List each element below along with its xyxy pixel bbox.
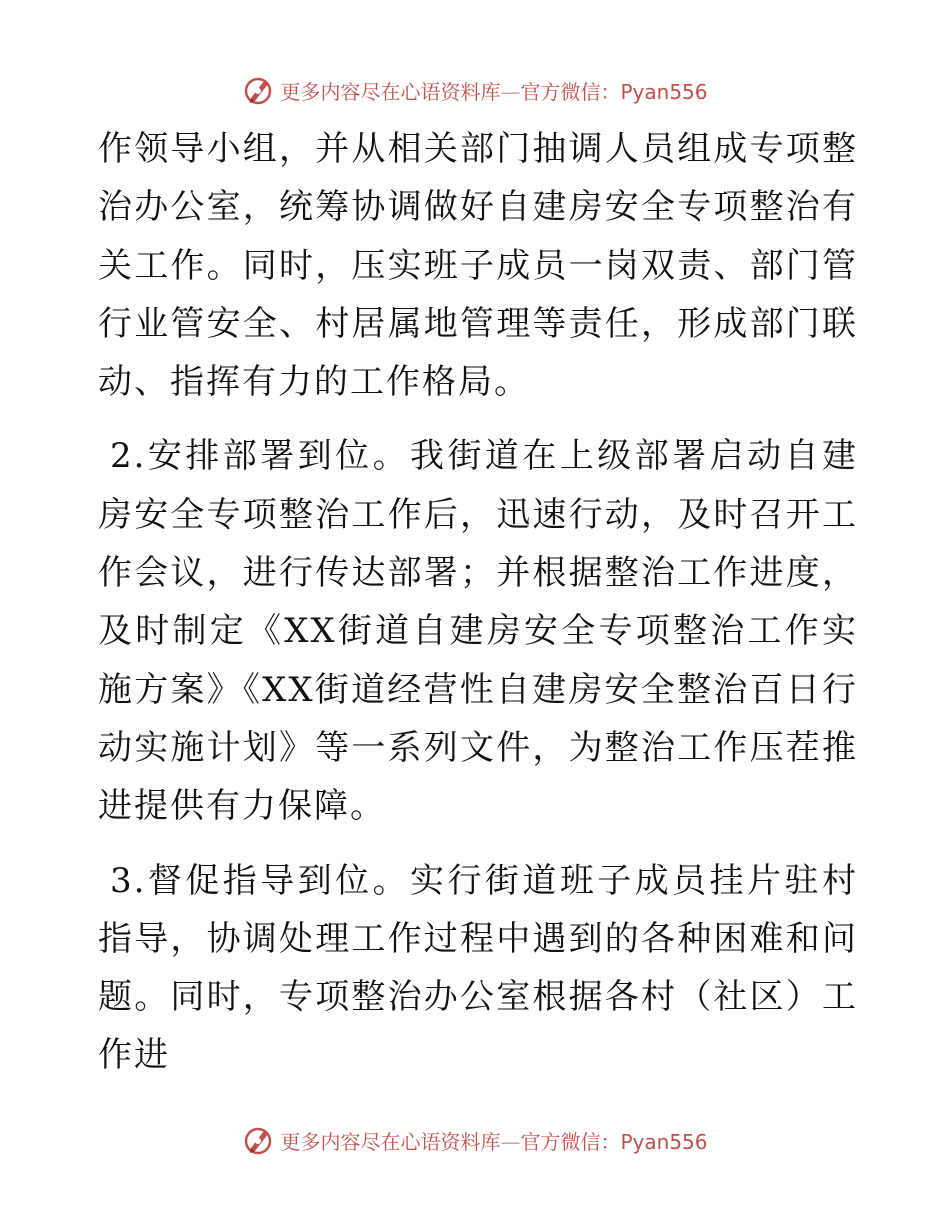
header-wechat-id: Pyan556 [620,79,708,104]
footer-wechat-label: 官方微信： [520,1129,621,1154]
footer-dash: — [500,1129,521,1154]
header-banner-text [280,76,707,105]
document-body [98,120,858,1085]
header-banner [0,70,950,110]
pen-logo-icon [242,1124,274,1156]
footer-wechat-id: Pyan556 [620,1129,708,1154]
header-site-name: 更多内容尽在心语资料库 [280,79,501,104]
footer-site-name: 更多内容尽在心语资料库 [280,1129,501,1154]
footer-banner [0,1120,950,1160]
header-wechat-label: 官方微信： [520,79,621,104]
paragraph-2: 2.安排部署到位。我街道在上级部署启动自建房安全专项整治工作后，迅速行动，及时召开工作会议，进行传达部署；并根据整治工作进度，及时制定《XX街道自建房安全专项整治工作实施方案》《XX街道经营性自建房安全整治百日行动实施计划》等一系列文件，为整治工作压茬推进提供有力保障。 [98,436,858,827]
paragraph-3: 3.督促指导到位。实行街道班子成员挂片驻村指导，协调处理工作过程中遇到的各种困难和问题。同时，专项整治办公室根据各村（社区）工作进 [98,860,858,1076]
footer-banner-text [280,1126,707,1155]
pen-logo-icon [242,74,274,106]
header-dash: — [500,79,521,104]
paragraph-1: 作领导小组，并从相关部门抽调人员组成专项整治办公室，统筹协调做好自建房安全专项整治有关工作。同时，压实班子成员一岗双责、部门管行业管安全、村居属地管理等责任，形成部门联动、指挥有力的工作格局。 [98,129,858,403]
